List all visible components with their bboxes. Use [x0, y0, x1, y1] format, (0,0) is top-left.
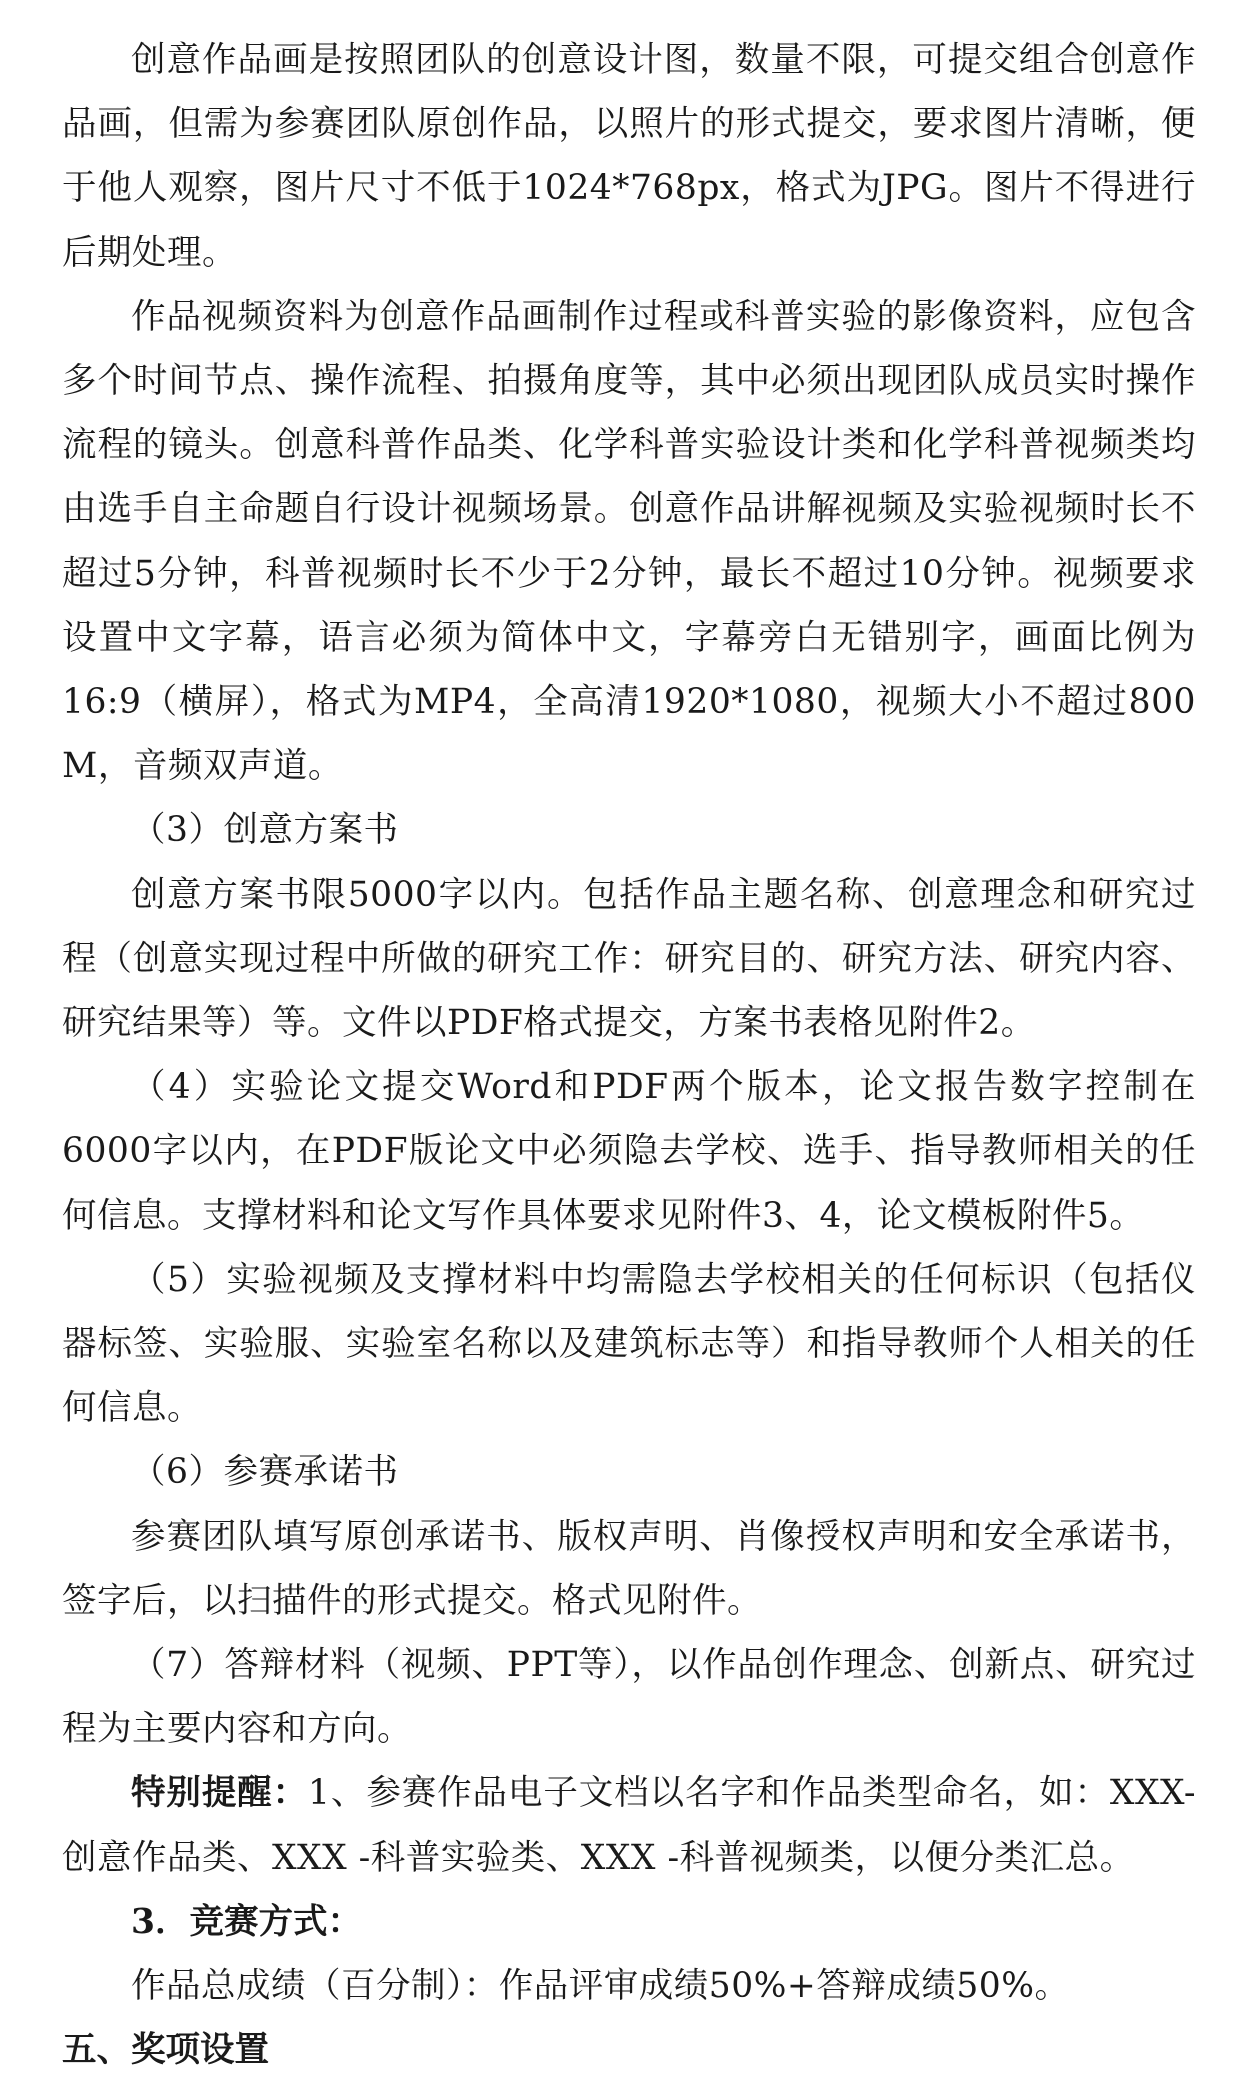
special-reminder-text: 1、参赛作品电子文档以名字和作品类型命名，如：XXX-创意作品类、XXX -科普实验类、XXX -科普视频类，以便分类汇总。	[62, 1773, 1196, 1878]
paragraph-video-materials: 作品视频资料为创意作品画制作过程或科普实验的影像资料，应包含多个时间节点、操作流程、拍摄角度等，其中必须出现团队成员实时操作流程的镜头。创意科普作品类、化学科普实验设计类和化学科普视频类均由选手自主命题自行设计视频场景。创意作品讲解视频及实验视频时长不超过5分钟，科普视频时长不少于2分钟，最长不超过10分钟。视频要求设置中文字幕，语言必须为简体中文，字幕旁白无错别字，画面比例为16:9（横屏），格式为MP4，全高清1920*1080，视频大小不超过800 M，音频双声道。	[62, 296, 1196, 787]
paragraph-creative-proposal: 创意方案书限5000字以内。包括作品主题名称、创意理念和研究过程（创意实现过程中所做的研究工作：研究目的、研究方法、研究内容、研究结果等）等。文件以PDF格式提交，方案书表格见附件2。	[62, 874, 1196, 1044]
paragraph-creative-artwork: 创意作品画是按照团队的创意设计图，数量不限，可提交组合创意作品画，但需为参赛团队原创作品，以照片的形式提交，要求图片清晰，便于他人观察，图片尺寸不低于1024*768px，格式为JPG。图片不得进行后期处理。	[62, 40, 1196, 273]
heading-creative-proposal: （3）创意方案书	[131, 810, 399, 851]
paragraph-defense-materials: （7）答辩材料（视频、PPT等），以作品创作理念、创新点、研究过程为主要内容和方向。	[62, 1645, 1196, 1750]
heading-competition-format: 3．竞赛方式：	[131, 1901, 363, 1942]
heading-participation-pledge: （6）参赛承诺书	[131, 1452, 399, 1493]
paragraph-hide-identifiers: （5）实验视频及支撑材料中均需隐去学校相关的任何标识（包括仪器标签、实验服、实验室名称以及建筑标志等）和指导教师个人相关的任何信息。	[62, 1259, 1196, 1429]
paragraph-participation-pledge: 参赛团队填写原创承诺书、版权声明、肖像授权声明和安全承诺书，签字后，以扫描件的形式提交。格式见附件。	[62, 1516, 1196, 1621]
special-reminder-label: 特别提醒：	[131, 1773, 309, 1814]
paragraph-scoring: 作品总成绩（百分制）：作品评审成绩50%+答辩成绩50%。	[131, 1966, 1070, 2007]
heading-awards: 五、奖项设置	[62, 2030, 269, 2071]
paragraph-experiment-paper: （4）实验论文提交Word和PDF两个版本，论文报告数字控制在6000字以内，在PDF版论文中必须隐去学校、选手、指导教师相关的任何信息。支撑材料和论文写作具体要求见附件3、4，论文模板附件5。	[62, 1067, 1196, 1236]
paragraph-special-reminder	[62, 1761, 1196, 1889]
